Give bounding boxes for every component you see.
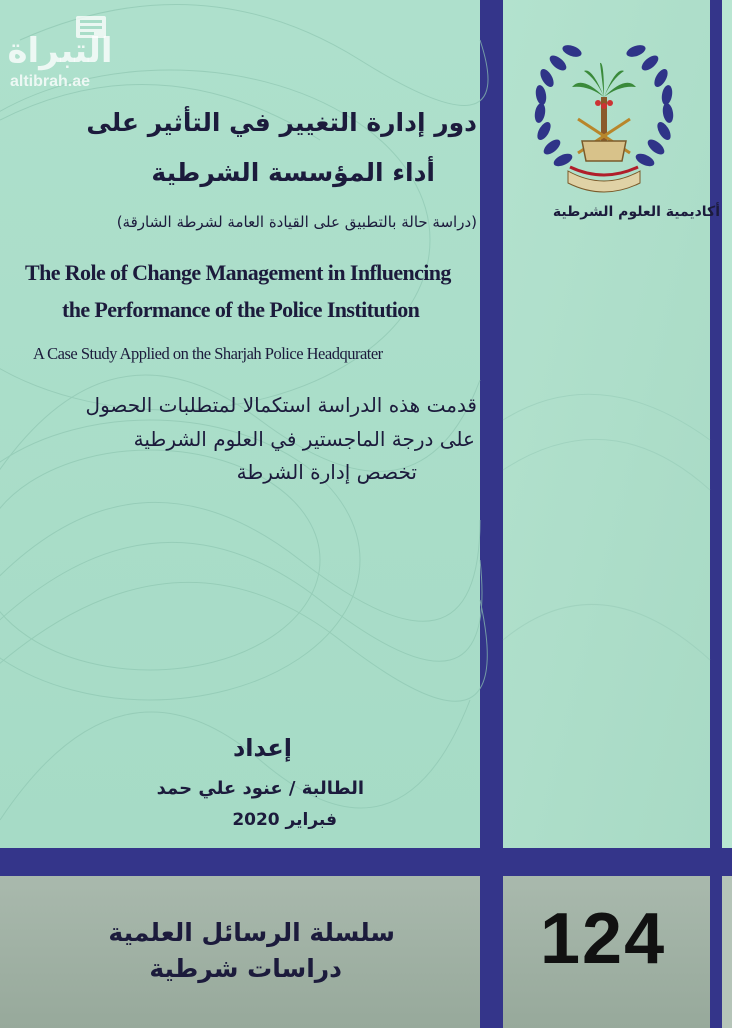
student-name: الطالبة / عنود علي حمد [156,778,364,799]
laurel-right-icon [625,43,675,169]
title-arabic-line2: أداء المؤسسة الشرطية [151,158,435,187]
watermark-logo-text: التبراة [7,31,113,71]
subtitle-arabic: (دراسة حالة بالتطبيق على القيادة العامة لشرطة الشارقة) [116,213,477,231]
police-academy-emblem [532,35,676,195]
title-english-line1: The Role of Change Management in Influencing [25,260,451,285]
title-english-line2: the Performance of the Police Institution [62,297,420,322]
series-subtitle: دراسات شرطية [149,954,342,983]
publication-date: فبراير 2020 [232,810,337,830]
purpose-line1: قدمت هذه الدراسة استكمالا لمتطلبات الحصول [85,393,477,417]
watermark-site: altibrah.ae [10,73,91,90]
purpose-line3: تخصص إدارة الشرطة [236,460,417,484]
subtitle-english: A Case Study Applied on the Sharjah Police Headqurater [33,344,383,363]
prepared-by-label: إعداد [232,734,292,762]
laurel-left-icon [533,43,583,169]
academy-name: أكاديمية العلوم الشرطية [552,204,720,220]
series-name: سلسلة الرسائل العلمية [108,918,395,947]
purpose-line2: على درجة الماجستير في العلوم الشرطية [133,427,475,451]
title-arabic-line1: دور إدارة التغيير في التأثير على [86,108,477,137]
series-number: 124 [540,899,667,979]
